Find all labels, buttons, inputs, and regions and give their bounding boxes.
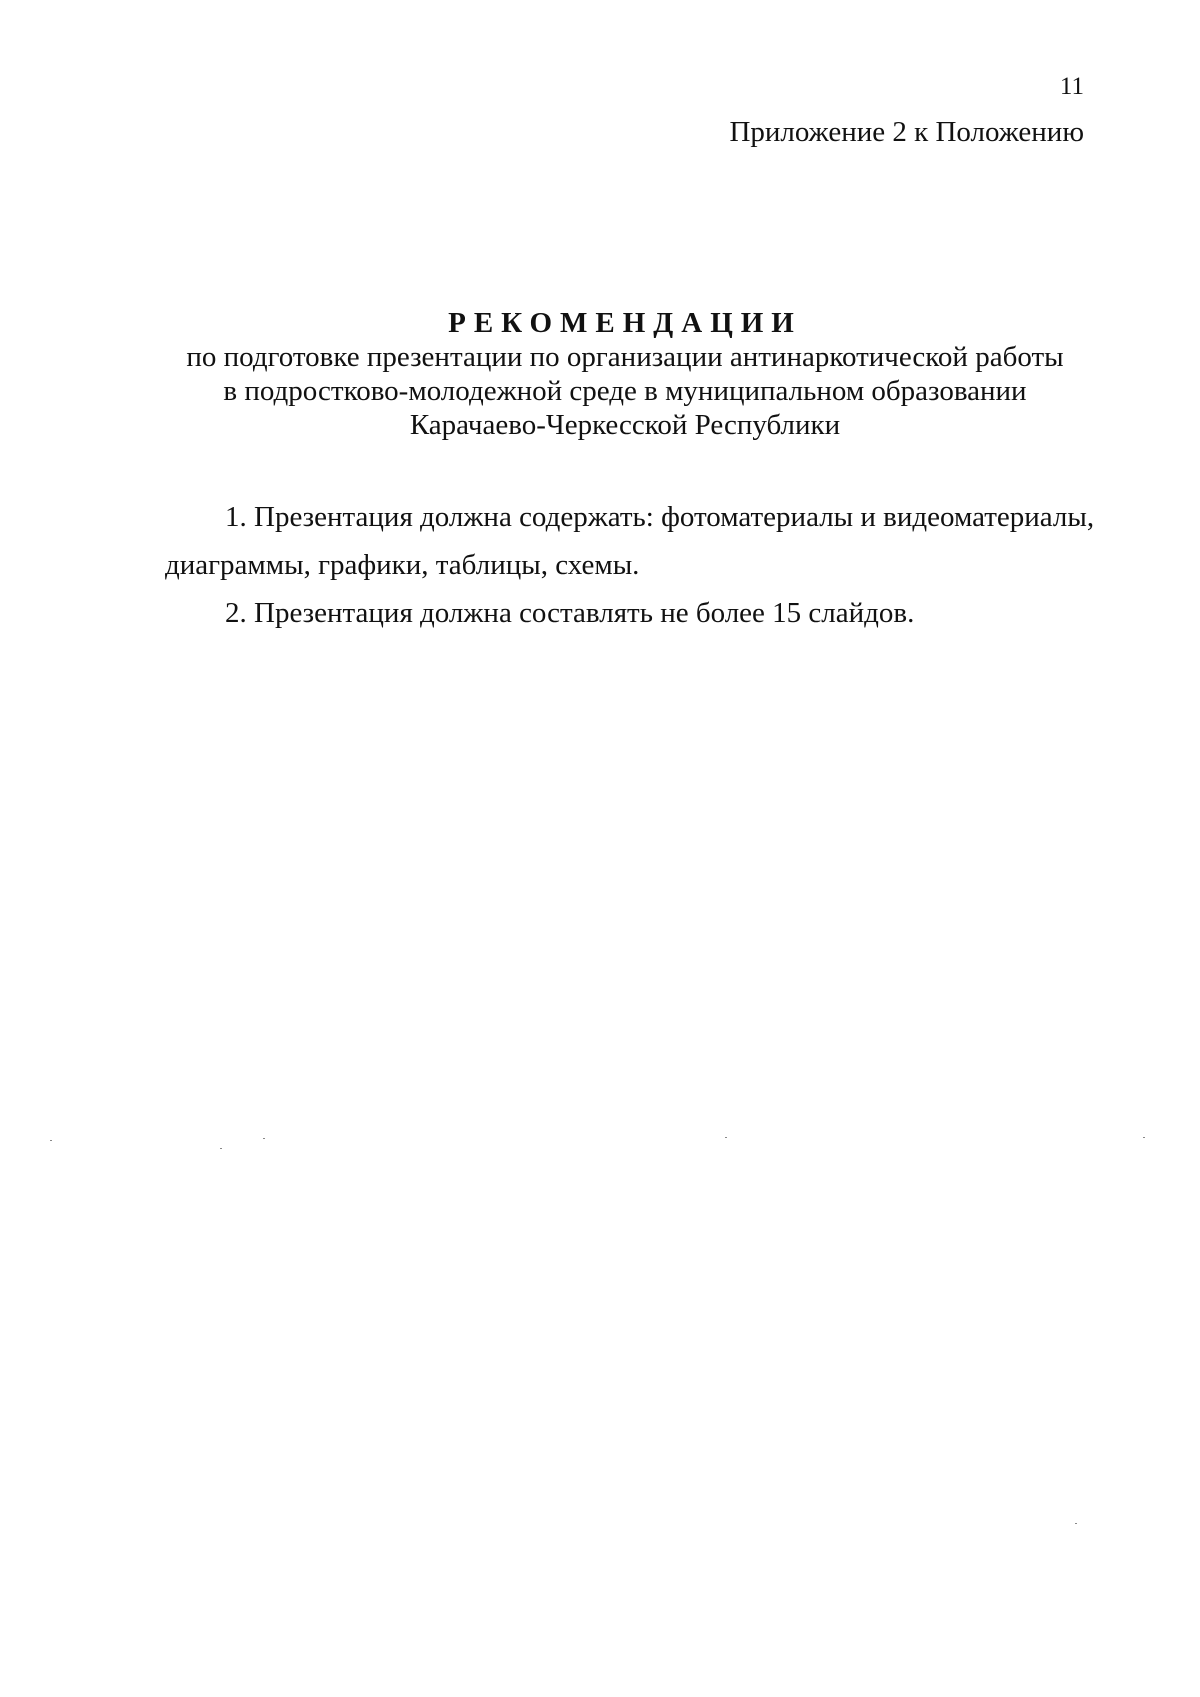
scan-speck: [1143, 1137, 1145, 1138]
scan-speck: [220, 1148, 222, 1149]
item-1-line-1: 1. Презентация должна содержать: фотоматериалы и видеоматериалы,: [225, 501, 1095, 533]
subtitle-line-2: в подростково-молодежной среде в муниципальном образовании: [223, 375, 1027, 407]
scan-speck: [1075, 1523, 1077, 1524]
item-1-line-2: диаграммы, графики, таблицы, схемы.: [165, 549, 640, 581]
page-number: 11: [1059, 73, 1084, 100]
scan-speck: [725, 1137, 727, 1138]
title-block: [150, 306, 1100, 442]
scan-speck: [50, 1140, 52, 1141]
scan-speck: [263, 1138, 265, 1139]
subtitle-line-3: Карачаево-Черкесской Республики: [409, 409, 841, 441]
document-title: РЕКОМЕНДАЦИИ: [448, 307, 802, 339]
subtitle-line-1: по подготовке презентации по организации антинаркотической работы: [186, 341, 1064, 373]
item-2: 2. Презентация должна составлять не более 15 слайдов.: [225, 597, 915, 629]
body-text: [165, 500, 1095, 630]
appendix-note: Приложение 2 к Положению: [729, 116, 1084, 148]
